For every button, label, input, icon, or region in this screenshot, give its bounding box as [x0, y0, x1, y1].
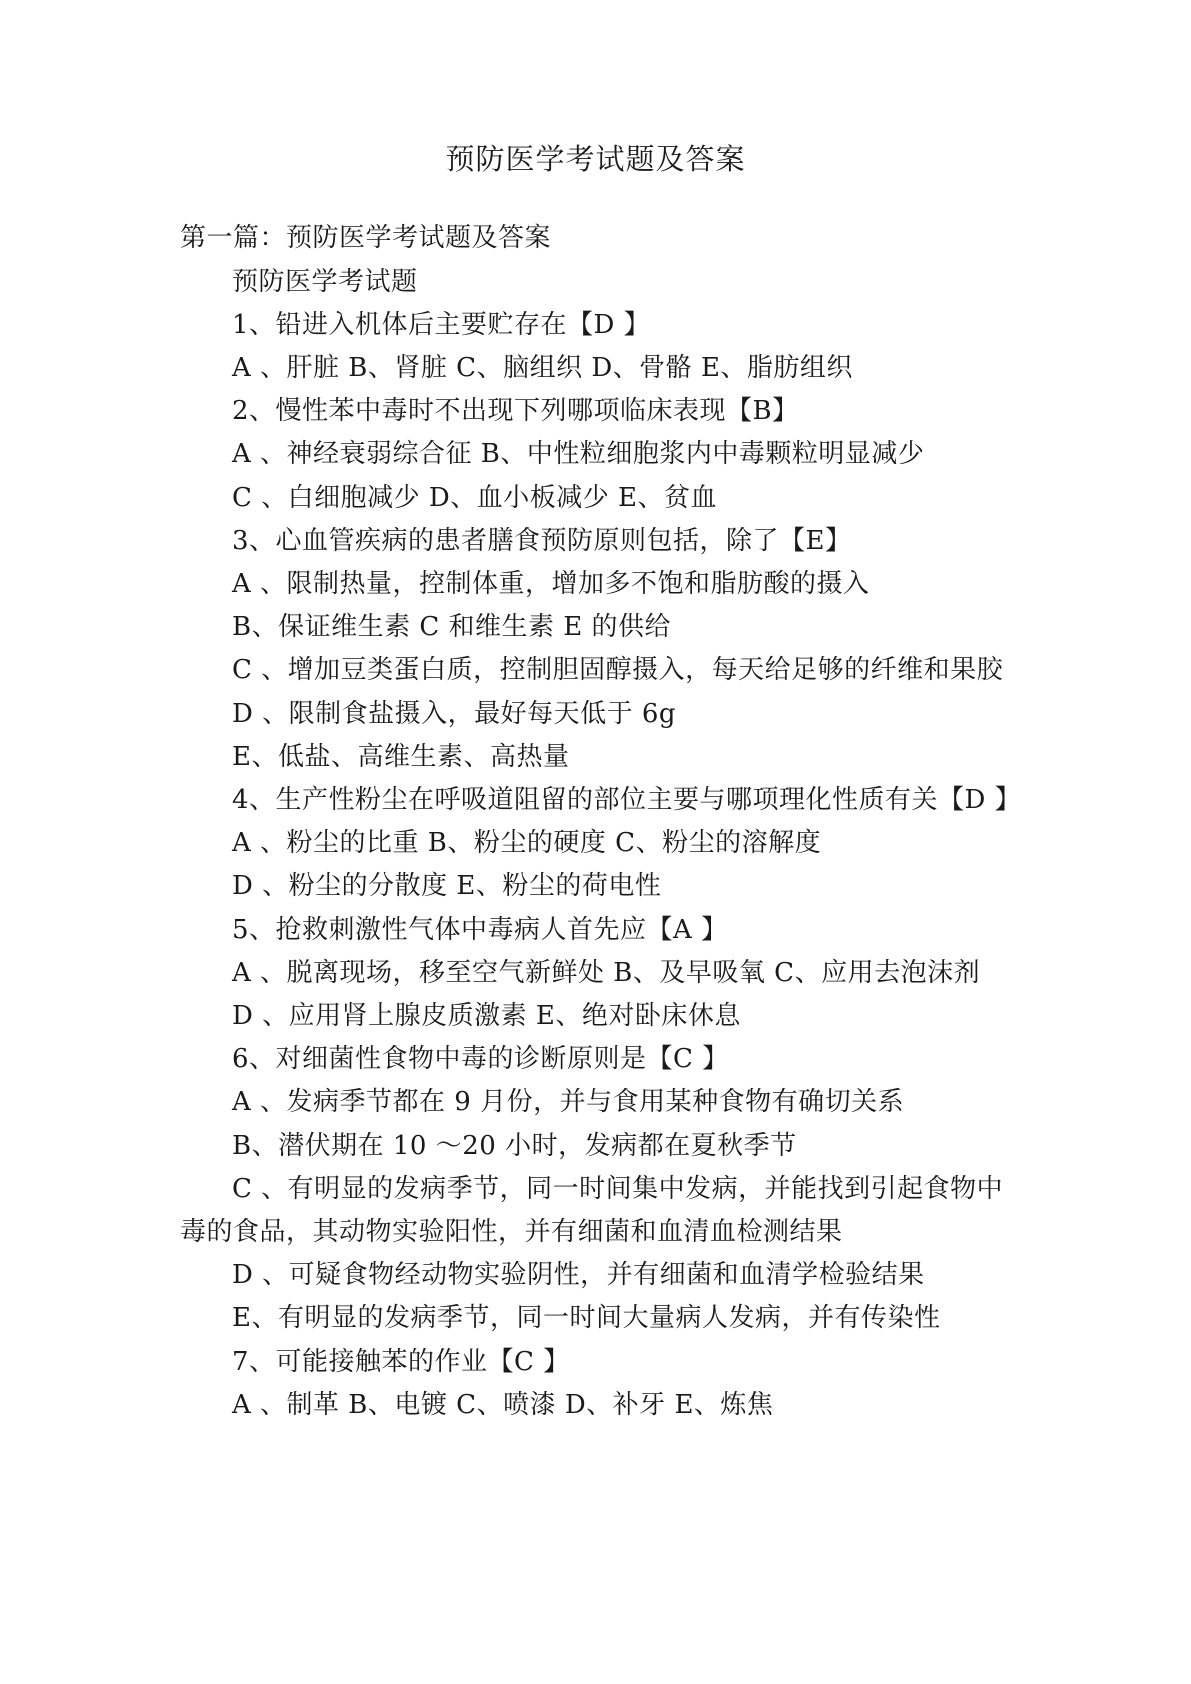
question-7: 7、可能接触苯的作业【C 】	[232, 1347, 570, 1377]
question-6-option-d: D 、可疑食物经动物实验阴性，并有细菌和血清学检验结果	[232, 1260, 925, 1290]
question-5-options-line-2: D 、应用肾上腺皮质激素 E、绝对卧床休息	[232, 1001, 741, 1031]
question-4-options-line-2: D 、粉尘的分散度 E、粉尘的荷电性	[232, 871, 662, 901]
question-3-option-d: D 、限制食盐摄入，最好每天低于 6g	[232, 699, 677, 729]
subheading: 预防医学考试题	[232, 267, 418, 297]
question-3-option-a: A 、限制热量，控制体重，增加多不饱和脂肪酸的摄入	[232, 569, 870, 599]
question-3: 3、心血管疾病的患者膳食预防原则包括，除了【E】	[232, 526, 852, 556]
question-6: 6、对细菌性食物中毒的诊断原则是【C 】	[232, 1044, 729, 1074]
question-6-option-b: B、潜伏期在 10 ～20 小时，发病都在夏秋季节	[232, 1131, 797, 1161]
question-6-option-c: C 、有明显的发病季节，同一时间集中发病，并能找到引起食物中	[232, 1174, 1004, 1204]
question-1: 1、铅进入机体后主要贮存在【D 】	[232, 310, 651, 340]
section-heading: 第一篇：预防医学考试题及答案	[180, 223, 552, 253]
question-6-option-a: A 、发病季节都在 9 月份，并与食用某种食物有确切关系	[232, 1087, 905, 1117]
question-1-options: A 、肝脏 B、肾脏 C、脑组织 D、骨骼 E、脂肪组织	[232, 353, 853, 383]
question-3-option-b: B、保证维生素 C 和维生素 E 的供给	[232, 612, 672, 642]
question-6-option-c-continued: 毒的食品，其动物实验阳性，并有细菌和血清血检测结果	[180, 1217, 843, 1247]
question-2-options-line-1: A 、神经衰弱综合征 B、中性粒细胞浆内中毒颗粒明显减少	[232, 439, 925, 469]
question-3-option-c: C 、增加豆类蛋白质，控制胆固醇摄入，每天给足够的纤维和果胶	[232, 655, 1004, 685]
question-4-options-line-1: A 、粉尘的比重 B、粉尘的硬度 C、粉尘的溶解度	[232, 828, 822, 858]
question-5-options-line-1: A 、脱离现场，移至空气新鲜处 B、及早吸氧 C、应用去泡沫剂	[232, 958, 981, 988]
question-4: 4、生产性粉尘在呼吸道阻留的部位主要与哪项理化性质有关【D 】	[232, 785, 1022, 815]
question-2: 2、慢性苯中毒时不出现下列哪项临床表现【B】	[232, 396, 799, 426]
question-3-option-e: E、低盐、高维生素、高热量	[232, 742, 570, 772]
document-title: 预防医学考试题及答案	[445, 142, 746, 176]
question-2-options-line-2: C 、白细胞减少 D、血小板减少 E、贫血	[232, 483, 718, 513]
question-5: 5、抢救刺激性气体中毒病人首先应【A 】	[232, 915, 728, 945]
question-6-option-e: E、有明显的发病季节，同一时间大量病人发病，并有传染性	[232, 1303, 941, 1333]
question-7-options: A 、制革 B、电镀 C、喷漆 D、补牙 E、炼焦	[232, 1390, 774, 1420]
